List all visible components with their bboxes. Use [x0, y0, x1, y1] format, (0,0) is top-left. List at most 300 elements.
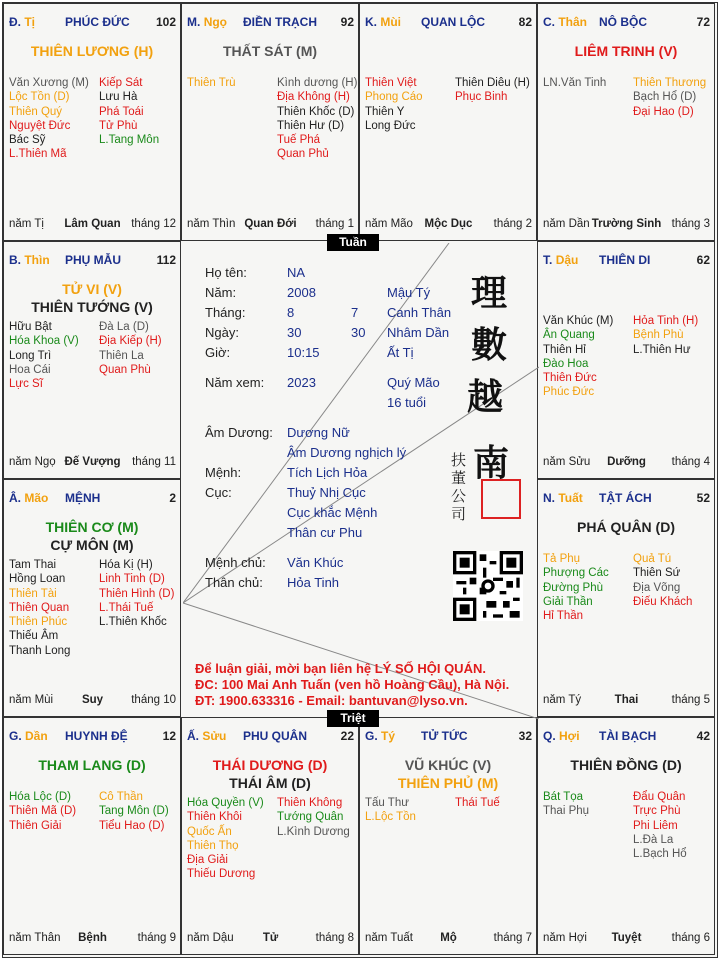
minor-star: Linh Tinh (D): [99, 573, 165, 586]
than-chu-value: Hỏa Tinh: [287, 575, 340, 590]
main-star: THIÊN PHỦ (M): [397, 775, 499, 791]
palace-can: M.: [187, 15, 201, 29]
main-star: THÁI ÂM (D): [229, 775, 311, 791]
minor-stars-right: [633, 314, 698, 357]
palace-month: tháng 7: [493, 932, 532, 944]
palace-can: K.: [365, 15, 377, 29]
main-stars: [182, 42, 358, 60]
palace-number: 112: [156, 253, 176, 267]
notice-line-2: ĐC: 100 Mai Anh Tuấn (ven hồ Hoàng Cầu), Hà Nội.: [195, 677, 510, 692]
palace-trang-sinh: Trường Sinh: [591, 218, 662, 230]
palace-footer: [9, 694, 176, 708]
palace-trang-sinh: Suy: [81, 694, 104, 706]
minor-stars-left: [9, 558, 70, 658]
minor-star: Ân Quang: [543, 329, 595, 342]
minor-star: Thiên Quan: [9, 601, 70, 614]
palace-footer: [365, 932, 532, 946]
minor-star: L.Bạch Hổ: [633, 848, 687, 861]
palace-header: [187, 729, 354, 745]
minor-star: Thiếu Âm: [9, 630, 59, 643]
view-year-label: Năm xem:: [205, 375, 265, 390]
palace-header: [365, 15, 532, 31]
minor-star: Tướng Quân: [277, 811, 344, 824]
menh-chu-label: Mệnh chủ:: [205, 555, 266, 570]
main-star: THIÊN ĐỒNG (D): [570, 757, 682, 773]
palace-can: N.: [543, 491, 555, 505]
minor-star: Tuế Phá: [277, 134, 321, 147]
minor-star: Hồng Loan: [9, 573, 66, 586]
age-value: 16 tuổi: [387, 395, 427, 410]
minor-star: L.Thái Tuế: [99, 601, 154, 614]
minor-star: Đẩu Quân: [633, 791, 686, 803]
day-lunar: 30: [351, 325, 366, 340]
palace-header: [9, 253, 176, 269]
minor-star: Tang Môn (D): [99, 805, 169, 818]
palace-trang-sinh: Thai: [614, 694, 639, 706]
palace-year: năm Dần: [543, 218, 590, 230]
palace-footer: [9, 218, 176, 232]
minor-star: Phục Binh: [455, 91, 508, 104]
palace-footer: [9, 456, 176, 470]
palace-chi: Tị: [24, 15, 36, 29]
palace-than: [537, 3, 715, 241]
minor-star: Thiên Không: [277, 797, 343, 809]
center-info-panel: [183, 243, 539, 719]
minor-star: Văn Xương (M): [9, 77, 89, 89]
palace-ti: [3, 3, 181, 241]
minor-star: Long Đức: [365, 119, 416, 132]
minor-star: Bệnh Phù: [633, 329, 684, 342]
minor-star: Phi Liêm: [633, 819, 678, 832]
horoscope-chart: [2, 2, 718, 958]
minor-stars-right: [99, 320, 162, 377]
name-value: NA: [287, 265, 306, 280]
palace-chi: Ngọ: [203, 15, 228, 29]
name-label: Họ tên:: [205, 265, 247, 280]
main-stars: [4, 42, 180, 60]
minor-star: Bác Sỹ: [9, 134, 46, 147]
minor-stars-right: [99, 76, 159, 147]
main-star: TỬ VI (V): [62, 281, 122, 297]
minor-star: Điếu Khách: [633, 595, 693, 608]
minor-star: Văn Khúc (M): [543, 315, 614, 327]
minor-star: Địa Không (H): [277, 91, 350, 104]
minor-star: Long Trì: [9, 349, 52, 362]
minor-star: Thiên Tài: [9, 587, 57, 600]
amduong-note: Âm Dương nghịch lý: [287, 445, 407, 460]
minor-stars-right: [99, 790, 169, 833]
minor-star: Hỏa Tinh (H): [633, 315, 699, 327]
minor-star: Thanh Long: [9, 644, 71, 657]
main-stars: [360, 756, 536, 792]
minor-star: Kiếp Sát: [99, 77, 143, 89]
palace-can: G.: [365, 729, 378, 743]
minor-star: Cô Thần: [99, 791, 143, 803]
minor-star: L.Thiên Hư: [633, 343, 691, 356]
minor-star: Thiên Hỉ: [543, 343, 586, 356]
minor-stars-left: [9, 320, 79, 391]
year-value: 2008: [287, 285, 316, 300]
minor-star: Lực Sĩ: [9, 378, 43, 391]
palace-name: HUYNH ĐỆ: [65, 729, 128, 743]
seal-small-3: 公: [451, 487, 467, 505]
palace-year: năm Sửu: [543, 456, 591, 468]
minor-star: Hóa Khoa (V): [9, 335, 79, 348]
minor-star: Nguyệt Đức: [9, 119, 71, 132]
palace-chi: Dậu: [555, 253, 579, 267]
main-stars: [538, 518, 714, 536]
main-star: CỰ MÔN (M): [50, 537, 134, 553]
cuc-note-1: Cục khắc Mệnh: [287, 505, 378, 520]
palace-month: tháng 4: [671, 456, 710, 468]
minor-star: Thiếu Dương: [187, 868, 256, 881]
month-label: Tháng:: [205, 305, 246, 320]
cuc-value: Thuỷ Nhị Cục: [287, 485, 366, 500]
palace-ngo: [181, 3, 359, 241]
palace-month: tháng 2: [493, 218, 532, 230]
palace-trang-sinh: Đế Vượng: [64, 456, 121, 468]
minor-stars-left: [365, 796, 416, 825]
notice-line-3: ĐT: 1900.633316 - Email: bantuvan@lyso.vn.: [195, 693, 468, 708]
minor-star: Giải Thần: [543, 595, 593, 608]
palace-position: [9, 491, 48, 505]
palace-month: tháng 3: [671, 218, 710, 230]
minor-star: Hóa Kị (H): [99, 559, 153, 571]
palace-number: 12: [162, 729, 176, 743]
palace-footer: [187, 932, 354, 946]
palace-chi: Thân: [558, 15, 588, 29]
minor-star: Đường Phù: [543, 581, 603, 594]
minor-star: Tam Thai: [9, 559, 57, 571]
palace-footer: [543, 932, 710, 946]
minor-star: LN.Văn Tinh: [543, 77, 607, 89]
minor-stars-left: [187, 796, 264, 882]
palace-trang-sinh: Tử: [262, 932, 279, 944]
palace-can: G.: [9, 729, 22, 743]
month-solar: 8: [287, 305, 295, 320]
month-canchi: Canh Thân: [387, 305, 452, 320]
palace-can: Â.: [9, 491, 21, 505]
minor-stars-left: [543, 76, 606, 90]
palace-chi: Hợi: [559, 729, 580, 743]
minor-star: Bạch Hổ (D): [633, 91, 697, 104]
qr-code: [453, 551, 523, 621]
main-star: THÁI DƯƠNG (D): [212, 757, 328, 773]
minor-star: Trực Phù: [633, 805, 681, 818]
minor-stars-right: [455, 796, 500, 810]
palace-trang-sinh: Quan Đới: [244, 218, 297, 230]
minor-star: Bát Tọa: [543, 791, 584, 803]
minor-stars-right: [633, 76, 706, 119]
palace-mui: [359, 3, 537, 241]
palace-chi: Mão: [24, 491, 49, 505]
minor-star: L.Thiên Khốc: [99, 616, 167, 629]
palace-number: 62: [696, 253, 710, 267]
minor-star: Quan Phủ: [277, 148, 329, 161]
palace-can: T.: [543, 253, 553, 267]
palace-position: [543, 15, 587, 29]
palace-position: [365, 15, 401, 29]
palace-position: [543, 253, 578, 267]
minor-star: Đại Hao (D): [633, 105, 694, 118]
palace-number: 102: [155, 15, 176, 29]
minor-star: Tả Phụ: [543, 553, 581, 565]
hour-value: 10:15: [287, 345, 320, 360]
minor-stars-left: [9, 76, 89, 162]
minor-star: Thiên Giải: [9, 819, 62, 832]
minor-stars-left: [543, 790, 589, 819]
palace-can: Q.: [543, 729, 556, 743]
palace-year: năm Tị: [9, 218, 44, 230]
palace-chi: Mùi: [380, 15, 402, 29]
palace-name: TẬT ÁCH: [599, 491, 652, 505]
triet-band: Triệt: [327, 710, 379, 727]
palace-chi: Dần: [25, 729, 48, 743]
minor-star: Tiểu Hao (D): [99, 819, 165, 832]
calligraphy-char-2: 數: [471, 324, 508, 366]
palace-can: C.: [543, 15, 555, 29]
year-canchi: Mậu Tý: [387, 285, 431, 300]
minor-star: Đào Hoa: [543, 357, 589, 370]
palace-position: [187, 729, 226, 743]
palace-chi: Sửu: [202, 729, 227, 743]
main-stars: [4, 756, 180, 774]
minor-star: L.Lộc Tồn: [365, 811, 416, 824]
minor-star: Thiên Thương: [633, 77, 707, 89]
palace-year: năm Thân: [9, 932, 61, 944]
minor-star: Hóa Quyền (V): [187, 797, 264, 809]
palace-header: [9, 491, 176, 507]
palace-dan: [3, 717, 181, 955]
palace-year: năm Ngọ: [9, 456, 56, 468]
palace-header: [543, 729, 710, 745]
palace-year: năm Tuất: [365, 932, 413, 944]
palace-number: 2: [169, 491, 176, 505]
minor-star: Hóa Lộc (D): [9, 791, 71, 803]
palace-header: [543, 15, 710, 31]
minor-stars-right: [455, 76, 530, 105]
calligraphy-char-4: 南: [473, 442, 510, 484]
palace-suu: [181, 717, 359, 955]
cuc-label: Cục:: [205, 485, 232, 500]
palace-trang-sinh: Mộc Dục: [424, 218, 473, 230]
calligraphy-char-3: 越: [467, 376, 504, 418]
palace-hoi: [537, 717, 715, 955]
minor-star: L.Đà La: [633, 833, 674, 846]
hour-label: Giờ:: [205, 345, 231, 360]
minor-star: L.Tang Môn: [99, 134, 160, 147]
seal-small-1: 扶: [451, 451, 467, 469]
minor-star: Hoa Cái: [9, 363, 51, 376]
palace-header: [187, 15, 354, 31]
palace-name: PHÚC ĐỨC: [65, 15, 130, 29]
calligraphy-char-1: 理: [471, 272, 508, 314]
minor-star: Thiên Y: [365, 105, 405, 118]
minor-star: Hữu Bật: [9, 321, 52, 333]
palace-month: tháng 6: [671, 932, 710, 944]
palace-name: THIÊN DI: [599, 253, 651, 267]
palace-year: năm Tý: [543, 694, 582, 706]
palace-name: PHỤ MẪU: [65, 253, 121, 267]
minor-stars-left: [543, 552, 609, 623]
minor-star: Thiên Hư (D): [277, 119, 345, 132]
minor-star: Thiên Phúc: [9, 616, 68, 629]
palace-year: năm Thìn: [187, 218, 236, 230]
main-stars: [4, 518, 180, 554]
palace-dau: [537, 241, 715, 479]
main-star: LIÊM TRINH (V): [574, 43, 678, 59]
minor-stars-right: [633, 790, 687, 861]
day-label: Ngày:: [205, 325, 239, 340]
palace-number: 22: [340, 729, 354, 743]
minor-star: Thiên Mã (D): [9, 805, 77, 818]
notice-line-1: Để luận giải, mời bạn liên hệ LÝ SỐ HỘI QUÁN.: [195, 661, 486, 676]
minor-star: Quốc Ấn: [187, 825, 232, 838]
month-lunar: 7: [351, 305, 359, 320]
palace-position: [9, 253, 50, 267]
palace-position: [543, 729, 580, 743]
palace-thin: [3, 241, 181, 479]
palace-month: tháng 12: [131, 218, 176, 230]
red-seal-stamp: [481, 479, 521, 519]
palace-chi: Tuất: [558, 491, 583, 505]
minor-stars-left: [365, 76, 423, 133]
minor-stars-left: [187, 76, 236, 90]
palace-trang-sinh: Lâm Quan: [64, 218, 121, 230]
palace-name: PHU QUÂN: [243, 729, 308, 743]
view-year-value: 2023: [287, 375, 316, 390]
minor-star: Thiên Thọ: [187, 839, 239, 852]
day-solar: 30: [287, 325, 302, 340]
minor-star: Thiên Sứ: [633, 567, 681, 580]
minor-star: Kình dương (H): [277, 77, 358, 89]
minor-star: Tấu Thư: [365, 797, 409, 809]
palace-position: [365, 729, 395, 743]
palace-position: [9, 15, 35, 29]
main-stars: [4, 280, 180, 316]
palace-number: 82: [518, 15, 532, 29]
palace-month: tháng 11: [132, 456, 176, 468]
palace-number: 42: [696, 729, 710, 743]
day-canchi: Nhâm Dần: [387, 325, 450, 340]
seal-small-4: 司: [451, 505, 467, 523]
palace-year: năm Mùi: [9, 694, 54, 706]
palace-position: [187, 15, 227, 29]
amduong-label: Âm Dương:: [205, 425, 273, 440]
minor-star: Phá Toái: [99, 105, 144, 118]
main-star: THIÊN CƠ (M): [45, 519, 139, 535]
palace-chi: Tý: [381, 729, 396, 743]
minor-star: Thiên Khốc (D): [277, 105, 355, 118]
palace-name: NÔ BỘC: [599, 15, 647, 29]
year-label: Năm:: [205, 285, 237, 300]
minor-star: Phúc Đức: [543, 386, 595, 399]
minor-star: Phong Cáo: [365, 91, 423, 104]
minor-star: Thiên Diêu (H): [455, 77, 530, 89]
main-stars: [182, 756, 358, 792]
minor-star: Thiên Quý: [9, 105, 63, 118]
main-stars: [538, 42, 714, 60]
minor-star: Thiên Trù: [187, 77, 236, 89]
main-star: THAM LANG (D): [38, 757, 146, 773]
seal-small-2: 董: [451, 469, 467, 487]
palace-footer: [187, 218, 354, 232]
minor-star: Thiên La: [99, 349, 144, 362]
minor-stars-left: [9, 790, 76, 833]
minor-stars-left: [543, 314, 613, 400]
palace-header: [543, 253, 710, 269]
palace-month: tháng 8: [315, 932, 354, 944]
palace-number: 92: [340, 15, 354, 29]
palace-chi: Thìn: [24, 253, 50, 267]
minor-star: Hỉ Thần: [543, 610, 584, 623]
palace-header: [9, 15, 176, 31]
palace-footer: [365, 218, 532, 232]
palace-header: [365, 729, 532, 745]
minor-stars-right: [277, 796, 350, 839]
main-star: VŨ KHÚC (V): [404, 757, 492, 773]
minor-star: Thai Phụ: [543, 805, 590, 818]
palace-can: Đ.: [9, 15, 21, 29]
palace-position: [543, 491, 583, 505]
minor-star: Thiên Đức: [543, 372, 597, 385]
palace-name: ĐIỀN TRẠCH: [243, 15, 317, 29]
minor-star: Địa Kiếp (H): [99, 335, 162, 348]
palace-name: QUAN LỘC: [421, 15, 485, 29]
palace-number: 72: [696, 15, 710, 29]
main-star: PHÁ QUÂN (D): [577, 519, 675, 535]
minor-star: Thiên Khôi: [187, 811, 242, 824]
palace-month: tháng 1: [315, 218, 354, 230]
minor-star: Thiên Việt: [365, 77, 417, 89]
palace-year: năm Mão: [365, 218, 413, 230]
palace-name: MỆNH: [65, 491, 101, 505]
minor-star: Đà La (D): [99, 321, 149, 333]
palace-position: [9, 729, 48, 743]
main-star: THIÊN LƯƠNG (H): [30, 43, 154, 59]
palace-can: B.: [9, 253, 21, 267]
minor-stars-right: [633, 552, 692, 609]
palace-trang-sinh: Bệnh: [78, 932, 107, 944]
palace-month: tháng 9: [137, 932, 176, 944]
menh-chu-value: Văn Khúc: [287, 555, 344, 570]
minor-star: Quan Phù: [99, 363, 151, 376]
minor-star: Phượng Các: [543, 567, 609, 580]
minor-stars-right: [99, 558, 174, 629]
main-star: THIÊN TƯỚNG (V): [31, 299, 153, 315]
palace-name: TỬ TỨC: [421, 729, 468, 743]
palace-year: năm Hợi: [543, 932, 587, 944]
minor-star: Lộc Tồn (D): [9, 91, 70, 104]
minor-star: Lưu Hà: [99, 91, 138, 104]
minor-star: Địa Võng: [633, 581, 681, 594]
minor-star: Thái Tuế: [455, 797, 500, 809]
palace-number: 52: [696, 491, 710, 505]
palace-name: TÀI BẠCH: [599, 729, 657, 743]
palace-can: Ấ.: [187, 729, 199, 743]
minor-star: Tử Phù: [99, 119, 138, 132]
palace-month: tháng 10: [131, 694, 176, 706]
palace-year: năm Dậu: [187, 932, 234, 944]
palace-tuat: [537, 479, 715, 717]
palace-ty: [359, 717, 537, 955]
minor-star: Địa Giải: [187, 854, 228, 867]
minor-star: L.Thiên Mã: [9, 148, 67, 161]
menh-value: Tích Lịch Hỏa: [287, 465, 368, 480]
cuc-note-2: Thân cư Phu: [287, 525, 363, 540]
palace-trang-sinh: Tuyệt: [611, 932, 642, 944]
minor-star: Thiên Hình (D): [99, 587, 175, 600]
